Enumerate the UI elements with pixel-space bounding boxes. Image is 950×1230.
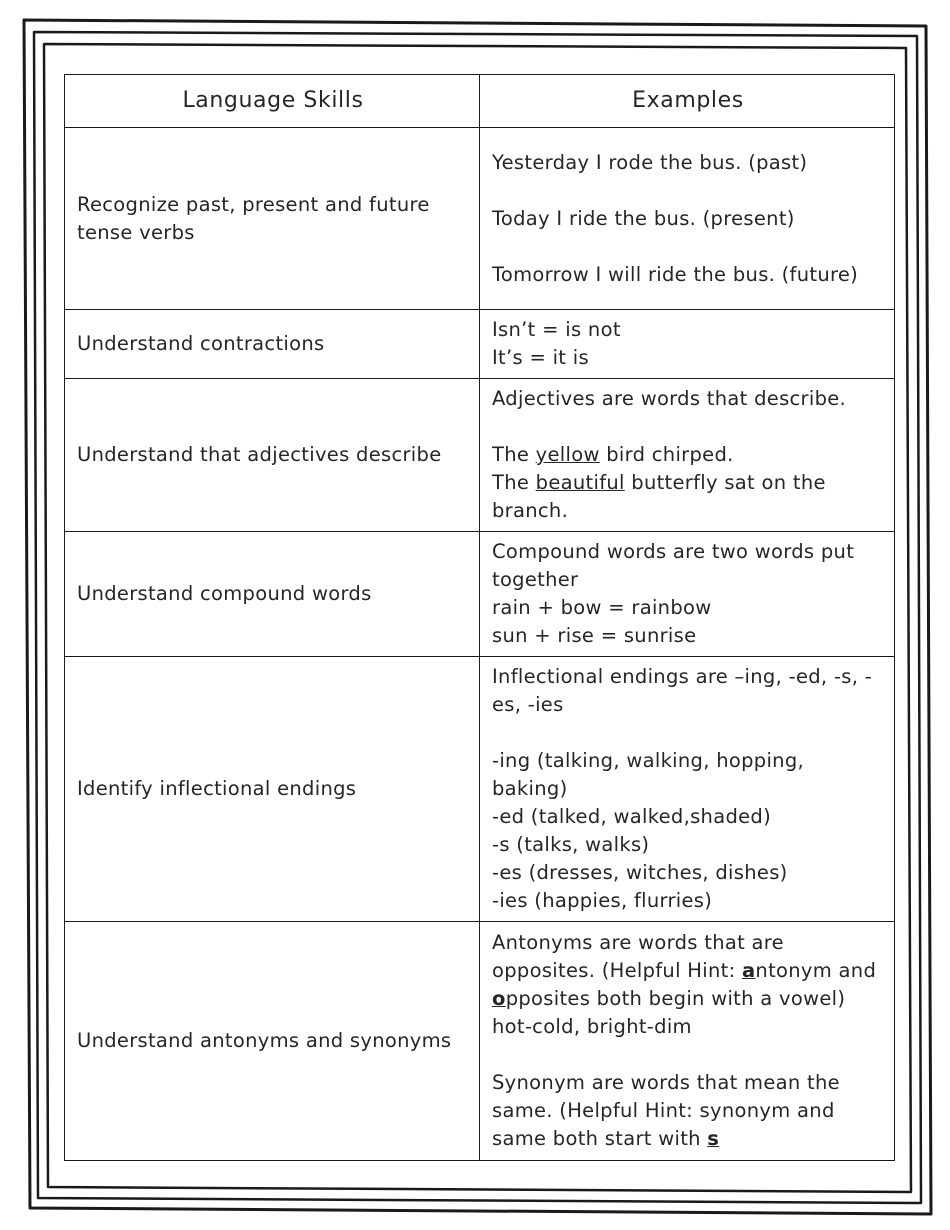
table-row (65, 379, 895, 532)
skill-cell: Understand that adjectives describe (65, 379, 480, 532)
example-line: Isn’t = is not (492, 318, 621, 341)
header-language-skills: Language Skills (65, 75, 480, 128)
examples-cell (480, 532, 895, 657)
example-line: Synonym are words that mean the same. (Helpful Hint: synonym and same both start with s (492, 1071, 840, 1150)
example-line: The beautiful butterfly sat on the branch. (492, 471, 826, 522)
skill-cell: Understand antonyms and synonyms (65, 922, 480, 1161)
example-line: It’s = it is (492, 346, 589, 369)
example-line: Compound words are two words put together (492, 540, 855, 591)
example-line: The yellow bird chirped. (492, 443, 734, 466)
example-line: -s (talks, walks) (492, 833, 650, 856)
table-row (65, 128, 895, 310)
table-row (65, 532, 895, 657)
examples-cell (480, 128, 895, 310)
table-row (65, 310, 895, 379)
example-line: sun + rise = sunrise (492, 624, 697, 647)
header-examples: Examples (480, 75, 895, 128)
example-line: -es (dresses, witches, dishes) (492, 861, 788, 884)
underlined-adjective: yellow (535, 443, 600, 466)
skill-cell: Understand compound words (65, 532, 480, 657)
examples-cell (480, 922, 895, 1161)
example-line: Adjectives are words that describe. (492, 387, 847, 410)
skill-cell: Recognize past, present and future tense verbs (65, 128, 480, 310)
skill-cell: Understand contractions (65, 310, 480, 379)
table-row (65, 657, 895, 922)
example-line: hot-cold, bright-dim (492, 1015, 692, 1038)
underlined-letter: s (707, 1127, 720, 1150)
language-skills-table (64, 74, 895, 1161)
example-line: -ed (talked, walked,shaded) (492, 805, 772, 828)
example-line: Today I ride the bus. (present) (492, 206, 795, 230)
examples-cell (480, 379, 895, 532)
table-row (65, 922, 895, 1161)
example-line: Antonyms are words that are opposites. (Helpful Hint: antonym and opposites both begin with a vowel) (492, 931, 877, 1010)
example-line: Tomorrow I will ride the bus. (future) (492, 262, 859, 286)
underlined-letter: a (741, 959, 756, 982)
skill-cell: Identify inflectional endings (65, 657, 480, 922)
examples-cell (480, 310, 895, 379)
example-line: -ing (talking, walking, hopping, baking) (492, 749, 805, 800)
example-line: -ies (happies, flurries) (492, 889, 713, 912)
header-row (65, 75, 895, 128)
examples-cell (480, 657, 895, 922)
underlined-adjective: beautiful (535, 471, 625, 494)
example-line: rain + bow = rainbow (492, 596, 712, 619)
example-line: Yesterday I rode the bus. (past) (492, 150, 808, 174)
underlined-letter: o (492, 987, 506, 1010)
example-line: Inflectional endings are –ing, -ed, -s, -es, -ies (492, 665, 873, 716)
